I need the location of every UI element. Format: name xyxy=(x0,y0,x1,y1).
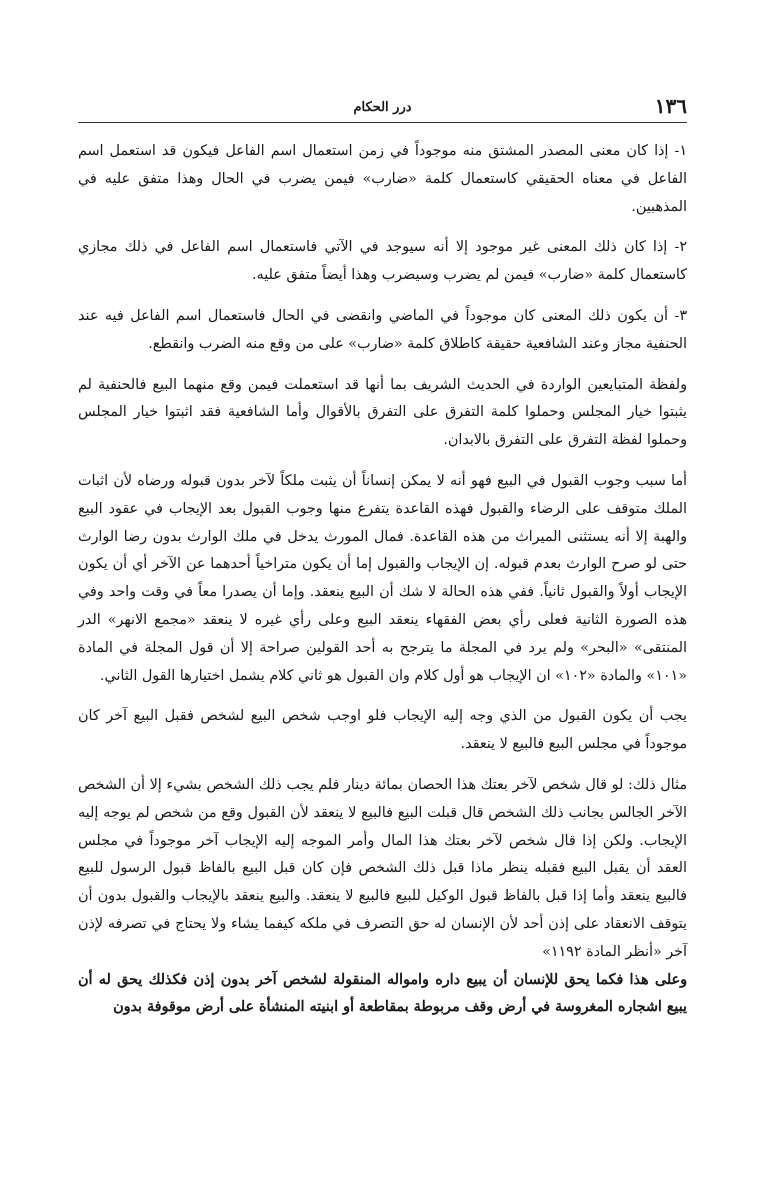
paragraph-7: مثال ذلك: لو قال شخص لآخر بعتك هذا الحصان بمائة دينار فلم يجب ذلك الشخص بشيء إلا أن الشخص الآخر الجالس بجانب ذلك الشخص قال قبلت البيع فالبيع لا ينعقد لأن القبول وقع من شخص لم يوجه إليه الإيجاب. ولكن إذا قال شخص لآخر بعتك هذا المال وأمر الموجه إليه الإيجاب آخر موجوداً في مجلس العقد أن يقبل البيع فقبله ينظر ماذا قبل ذلك الشخص فإن كان قبل البيع بالفاظ قبول الرسول للبيع فالبيع ينعقد وأما إذا قبل بالفاظ قبول الوكيل للبيع فالبيع لا ينعقد. والبيع ينعقد بالإيجاب والقبول بدون أن يتوقف الانعقاد على إذن أحد لأن الإنسان له حق التصرف في ملكه كيفما يشاء ولا يحتاج في تصرفه لإذن آخر «أنظر المادة ١١٩٢» xyxy=(78,776,687,960)
page-header xyxy=(78,84,687,123)
paragraph-2: ٢- إذا كان ذلك المعنى غير موجود إلا أنه سيوجد في الآتي فاستعمال اسم الفاعل في ذلك مجازي كاستعمال كلمة «ضارب» فيمن لم يضرب وسيضرب وهذا أيضاً متفق عليه. xyxy=(78,239,687,284)
paragraph-1: ١- إذا كان معنى المصدر المشتق منه موجوداً في زمن استعمال اسم الفاعل فيكون قد استعمل اسم الفاعل في معناه الحقيقي كاستعمال كلمة «ضارب» فيمن يضرب في الحال وهذا متفق عليه في المذهبين. xyxy=(78,143,687,215)
paragraph-3: ٣- أن يكون ذلك المعنى كان موجوداً في الماضي وانقضى في الحال فاستعمال اسم الفاعل فيه عند الحنفية مجاز وعند الشافعية حقيقة كاطلاق كلمة «ضارب» على من وقع منه الضرب وانقطع. xyxy=(78,307,687,352)
running-title: درر الحكام xyxy=(353,100,412,115)
page-body xyxy=(78,138,687,1035)
paragraph-4: ولفظة المتبايعين الواردة في الحديث الشريف بما أنها قد استعملت فيمن وقع منهما البيع فالحنفية لم يثبتوا خيار المجلس وحملوا كلمة التفرق على التفرق بالأقوال وأما الشافعية فقد اثبتوا خيار المجلس وحملوا لفظة التفرق على التفرق بالابدان. xyxy=(78,376,687,449)
paragraph-8: وعلى هذا فكما يحق للإنسان أن يبيع داره وامواله المنقولة لشخص آخر بدون إذن فكذلك يحق له أن يبيع اشجاره المغروسة في أرض وقف مربوطة بمقاطعة أو ابنيته المنشأة على أرض موقوفة بدون xyxy=(78,971,687,1016)
page-number: ١٣٦ xyxy=(654,94,687,118)
paragraph-6: يجب أن يكون القبول من الذي وجه إليه الإيجاب فلو اوجب شخص البيع لشخص فقبل البيع آخر كان موجوداً في مجلس البيع فالبيع لا ينعقد. xyxy=(78,708,687,753)
paragraph-5: أما سبب وجوب القبول في البيع فهو أنه لا يمكن إنساناً أن يثبت ملكاً لآخر بدون قبوله ورضاه لأن اثبات الملك متوقف على الرضاء والقبول فهذه القاعدة يتفرع منها وجوب القبول بعد الإيجاب في عقود البيع والهبة إلا أنه يستثنى الميراث من هذه القاعدة. فمال المورث يدخل في ملك الوارث بدون رضا الوارث حتى لو صرح الوارث بعدم قبوله. إن الإيجاب والقبول إما أن يكون متراخياً أحدهما عن الآخر أي أن يكون الإيجاب أولاً والقبول ثانياً. ففي هذه الحالة لا شك أن البيع ينعقد. وإما أن يصدرا معاً في وقت واحد وفي هذه الصورة الثانية فعلى رأي بعض الفقهاء ينعقد البيع وعلى رأي غيره لا ينعقد «مجمع الانهر» الدر المنتقى» «البحر» ولم يرد في المجلة ما يترجح به أحد القولين صراحة إلا أن قول المجلة في المادة «١٠١» والمادة «١٠٢» ان الإيجاب هو أول كلام وان القبول هو ثاني كلام يشمل اختيارها القول الثاني. xyxy=(78,472,687,684)
